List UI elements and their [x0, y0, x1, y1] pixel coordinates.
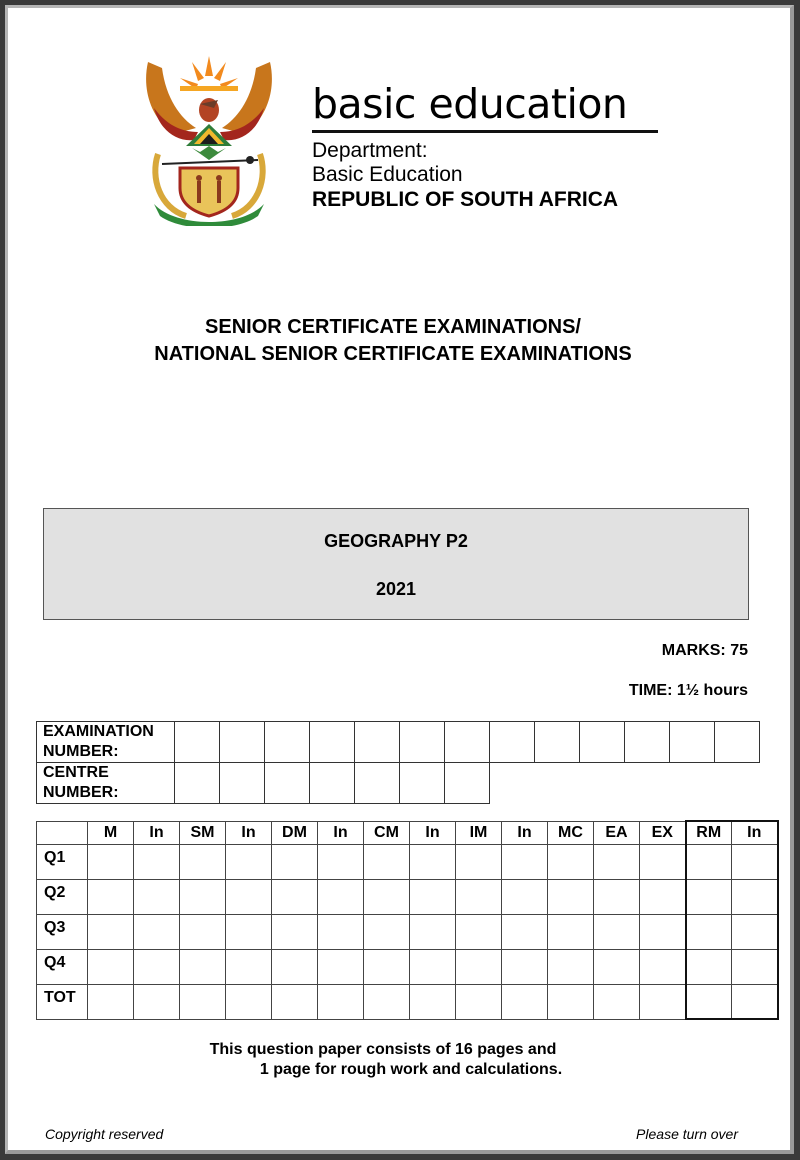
mark-cell[interactable]: [456, 914, 502, 949]
column-header: M: [88, 821, 134, 844]
subject-box: [43, 508, 749, 620]
mark-cell[interactable]: [134, 984, 180, 1019]
exam-number-label: [37, 722, 175, 763]
mark-cell[interactable]: [548, 844, 594, 879]
marks-grid-row: [37, 984, 778, 1019]
marks-grid: [36, 820, 779, 1020]
mark-cell[interactable]: [410, 984, 456, 1019]
exam-number-label-line-1: EXAMINATION: [43, 723, 154, 740]
centre-number-box[interactable]: [355, 763, 400, 804]
marks-grid-row: [37, 879, 778, 914]
department-branding: [312, 80, 658, 213]
exam-number-box[interactable]: [490, 722, 535, 763]
centre-number-label-line-2: NUMBER:: [43, 784, 119, 801]
centre-number-box[interactable]: [220, 763, 265, 804]
mark-cell[interactable]: [272, 949, 318, 984]
department-label: Department:: [312, 139, 428, 162]
exam-number-box[interactable]: [625, 722, 670, 763]
centre-number-box[interactable]: [265, 763, 310, 804]
mark-cell[interactable]: [410, 914, 456, 949]
mark-cell[interactable]: [134, 914, 180, 949]
exam-number-box[interactable]: [265, 722, 310, 763]
mark-cell[interactable]: [272, 984, 318, 1019]
exam-number-row: [37, 722, 760, 763]
mark-cell[interactable]: [88, 879, 134, 914]
mark-cell[interactable]: [594, 984, 640, 1019]
marks-grid-corner: [37, 821, 88, 844]
coat-of-arms-icon: [140, 48, 278, 226]
column-header: In: [226, 821, 272, 844]
centre-number-label-line-1: CENTRE: [43, 764, 109, 781]
mark-cell[interactable]: [686, 914, 732, 949]
mark-cell[interactable]: [686, 984, 732, 1019]
marks-grid-header: [37, 821, 778, 844]
mark-cell[interactable]: [180, 984, 226, 1019]
exam-number-box[interactable]: [535, 722, 580, 763]
column-header: IM: [456, 821, 502, 844]
copyright-footer: Copyright reserved: [45, 1126, 164, 1142]
mark-cell[interactable]: [410, 879, 456, 914]
centre-number-box[interactable]: [310, 763, 355, 804]
mark-cell[interactable]: [732, 984, 778, 1019]
mark-cell[interactable]: [548, 879, 594, 914]
exam-number-box[interactable]: [715, 722, 760, 763]
mark-cell[interactable]: [318, 984, 364, 1019]
row-label: Q3: [37, 914, 88, 949]
subject-year: 2021: [375, 579, 417, 599]
mark-cell[interactable]: [318, 914, 364, 949]
mark-cell[interactable]: [732, 879, 778, 914]
mark-cell[interactable]: [88, 914, 134, 949]
mark-cell[interactable]: [548, 949, 594, 984]
mark-cell[interactable]: [640, 914, 686, 949]
candidate-id-table: [36, 721, 760, 804]
mark-cell[interactable]: [502, 984, 548, 1019]
mark-cell[interactable]: [180, 844, 226, 879]
exam-number-box[interactable]: [445, 722, 490, 763]
centre-number-box[interactable]: [445, 763, 490, 804]
total-marks: MARKS: 75: [661, 642, 748, 659]
mark-cell[interactable]: [686, 949, 732, 984]
exam-number-box[interactable]: [310, 722, 355, 763]
exam-number-label-line-2: NUMBER:: [43, 743, 119, 760]
mark-cell[interactable]: [88, 844, 134, 879]
column-header: In: [318, 821, 364, 844]
column-header: RM: [686, 821, 732, 844]
exam-number-box[interactable]: [580, 722, 625, 763]
mark-cell[interactable]: [226, 844, 272, 879]
row-label: Q1: [37, 844, 88, 879]
mark-cell[interactable]: [88, 984, 134, 1019]
mark-cell[interactable]: [272, 914, 318, 949]
department-name: Basic Education: [312, 163, 463, 186]
mark-cell[interactable]: [364, 984, 410, 1019]
marks-grid-row: [37, 844, 778, 879]
exam-heading-line-1: SENIOR CERTIFICATE EXAMINATIONS/: [205, 316, 581, 338]
mark-cell[interactable]: [640, 879, 686, 914]
mark-cell[interactable]: [226, 879, 272, 914]
marks-grid-row: [37, 949, 778, 984]
centre-number-row: [37, 763, 760, 804]
column-header: In: [134, 821, 180, 844]
mark-cell[interactable]: [594, 949, 640, 984]
mark-cell[interactable]: [594, 844, 640, 879]
mark-cell[interactable]: [180, 914, 226, 949]
mark-cell[interactable]: [272, 844, 318, 879]
exam-number-box[interactable]: [670, 722, 715, 763]
page-count-line-2: 1 page for rough work and calculations.: [259, 1061, 563, 1078]
exam-heading: [0, 314, 786, 368]
mark-cell[interactable]: [640, 984, 686, 1019]
mark-cell[interactable]: [226, 914, 272, 949]
mark-cell[interactable]: [364, 914, 410, 949]
subject-name: GEOGRAPHY P2: [324, 531, 468, 551]
page-count-note: [0, 1040, 766, 1080]
mark-cell[interactable]: [410, 844, 456, 879]
mark-cell[interactable]: [548, 914, 594, 949]
centre-number-label: [37, 763, 175, 804]
mark-cell[interactable]: [364, 844, 410, 879]
mark-cell[interactable]: [502, 914, 548, 949]
country-name: REPUBLIC OF SOUTH AFRICA: [312, 188, 619, 211]
mark-cell[interactable]: [686, 879, 732, 914]
turn-over-footer: Please turn over: [636, 1126, 738, 1142]
mark-cell[interactable]: [272, 879, 318, 914]
mark-cell[interactable]: [88, 949, 134, 984]
exam-number-box[interactable]: [400, 722, 445, 763]
mark-cell[interactable]: [456, 949, 502, 984]
mark-cell[interactable]: [318, 949, 364, 984]
marks-grid-row: [37, 914, 778, 949]
column-header: MC: [548, 821, 594, 844]
row-label: TOT: [37, 984, 88, 1019]
exam-heading-line-2: NATIONAL SENIOR CERTIFICATE EXAMINATIONS: [154, 343, 632, 365]
mark-cell[interactable]: [410, 949, 456, 984]
page-count-line-1: This question paper consists of 16 pages and: [209, 1041, 557, 1058]
mark-cell[interactable]: [732, 844, 778, 879]
column-header: CM: [364, 821, 410, 844]
column-header: In: [502, 821, 548, 844]
mark-cell[interactable]: [134, 949, 180, 984]
column-header: In: [732, 821, 778, 844]
mark-cell[interactable]: [732, 949, 778, 984]
column-header: DM: [272, 821, 318, 844]
mark-cell[interactable]: [594, 879, 640, 914]
row-label: Q4: [37, 949, 88, 984]
exam-duration: TIME: 1½ hours: [628, 682, 748, 699]
mark-cell[interactable]: [364, 949, 410, 984]
mark-cell[interactable]: [134, 879, 180, 914]
mark-cell[interactable]: [502, 949, 548, 984]
mark-cell[interactable]: [180, 949, 226, 984]
mark-cell[interactable]: [594, 914, 640, 949]
mark-cell[interactable]: [134, 844, 180, 879]
empty-space: [490, 763, 760, 804]
mark-cell[interactable]: [640, 844, 686, 879]
exam-number-box[interactable]: [355, 722, 400, 763]
mark-cell[interactable]: [502, 879, 548, 914]
centre-number-box[interactable]: [400, 763, 445, 804]
mark-cell[interactable]: [640, 949, 686, 984]
mark-cell[interactable]: [456, 879, 502, 914]
row-label: Q2: [37, 879, 88, 914]
column-header: In: [410, 821, 456, 844]
mark-cell[interactable]: [502, 844, 548, 879]
mark-cell[interactable]: [364, 879, 410, 914]
mark-cell[interactable]: [548, 984, 594, 1019]
centre-number-box[interactable]: [175, 763, 220, 804]
mark-cell[interactable]: [456, 984, 502, 1019]
mark-cell[interactable]: [226, 984, 272, 1019]
mark-cell[interactable]: [226, 949, 272, 984]
exam-number-box[interactable]: [220, 722, 265, 763]
exam-number-box[interactable]: [175, 722, 220, 763]
column-header: SM: [180, 821, 226, 844]
mark-cell[interactable]: [456, 844, 502, 879]
brand-divider: [312, 130, 658, 133]
mark-cell[interactable]: [318, 844, 364, 879]
mark-cell[interactable]: [180, 879, 226, 914]
mark-cell[interactable]: [732, 914, 778, 949]
mark-cell[interactable]: [686, 844, 732, 879]
brand-title: basic education: [312, 80, 628, 128]
column-header: EA: [594, 821, 640, 844]
column-header: EX: [640, 821, 686, 844]
mark-cell[interactable]: [318, 879, 364, 914]
